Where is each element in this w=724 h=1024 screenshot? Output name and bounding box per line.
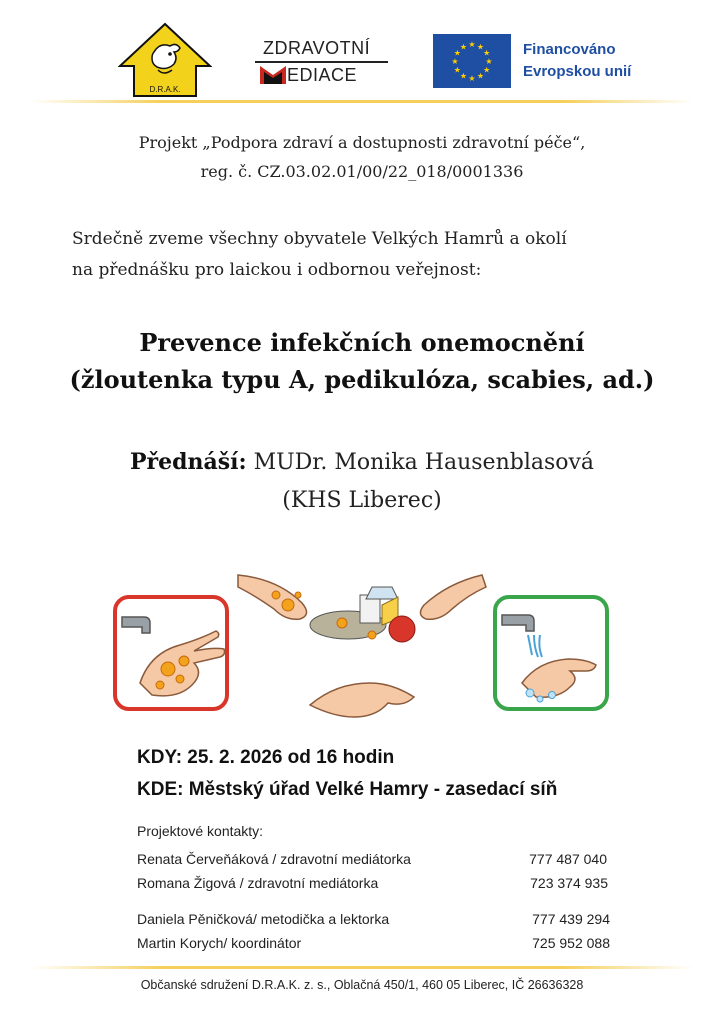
drak-logo-text: D.R.A.K. <box>149 85 181 94</box>
contact-name: Daniela Pěničková/ metodička a lektorka <box>137 911 390 927</box>
contact-phone: 777 439 294 <box>532 911 610 927</box>
header-divider <box>30 100 694 103</box>
eu-flag-icon <box>433 34 511 88</box>
eu-star-icon: ★ <box>485 57 493 66</box>
zdravotni-mediace-logo <box>255 38 390 88</box>
eu-star-icon: ★ <box>453 65 461 75</box>
eu-funding-line2: Evropskou unií <box>523 63 632 80</box>
eu-funding-text <box>523 39 631 83</box>
zm-logo-bottom-text: EDIACE <box>287 65 358 85</box>
contact-row <box>137 875 617 897</box>
event-details <box>137 742 557 806</box>
footer-text: Občanské sdružení D.R.A.K. z. s., Oblačná 450/1, 460 05 Liberec, IČ 26636328 <box>140 978 584 992</box>
eu-star-icon: ★ <box>453 48 461 58</box>
contact-name: Romana Žigová / zdravotní mediátorka <box>137 875 379 891</box>
contact-row <box>137 935 617 957</box>
project-name: Projekt „Podpora zdraví a dostupnosti zdravotní péče“, <box>138 133 586 152</box>
infected-hand-icon <box>115 597 227 709</box>
contact-name: Martin Korych/ koordinátor <box>137 935 302 951</box>
zm-logo-m-mark <box>260 66 286 84</box>
contact-phone: 777 487 040 <box>529 851 607 867</box>
eu-star-icon: ★ <box>476 42 485 52</box>
washing-hands-icon <box>495 597 607 709</box>
event-where: KDE: Městský úřad Velké Hamry - zasedací síň <box>137 779 558 800</box>
invitation-line1: Srdečně zveme všechny obyvatele Velkých Hamrů a okolí <box>72 229 567 249</box>
drak-logo <box>118 22 212 98</box>
invitation-line2: na přednášku pro laickou i odbornou veřejnost: <box>72 260 482 280</box>
lecture-title-line1: Prevence infekčních onemocnění <box>139 328 585 357</box>
hands-and-food-icon <box>238 575 486 717</box>
contact-row <box>137 911 617 933</box>
eu-star-icon: ★ <box>451 57 459 66</box>
eu-star-icon: ★ <box>459 71 468 81</box>
contact-name: Renata Červeňáková / zdravotní mediátorka <box>137 851 411 867</box>
eu-funding-line1: Financováno <box>523 41 616 58</box>
footer-divider <box>30 966 694 969</box>
lecture-title-line2: (žloutenka typu A, pedikulóza, scabies, ad.) <box>69 365 655 394</box>
event-when: KDY: 25. 2. 2026 od 16 hodin <box>137 747 395 768</box>
hygiene-illustration <box>110 565 620 735</box>
lecture-title <box>0 324 724 398</box>
contact-phone: 725 952 088 <box>532 935 610 951</box>
eu-star-icon: ★ <box>468 74 476 83</box>
eu-star-icon: ★ <box>483 48 491 58</box>
contact-row <box>137 851 617 873</box>
project-info <box>0 128 724 186</box>
lecturer-info <box>0 443 724 520</box>
zm-logo-top-text: ZDRAVOTNÍ <box>263 38 371 58</box>
lecturer-label: Přednáší: <box>129 449 247 475</box>
eu-star-icon: ★ <box>476 71 485 81</box>
contact-phone: 723 374 935 <box>530 875 608 891</box>
zm-logo-divider <box>255 61 388 63</box>
eu-star-icon: ★ <box>468 40 476 49</box>
invitation-text <box>72 224 682 286</box>
eu-star-icon: ★ <box>459 42 468 52</box>
contacts-heading: Projektové kontakty: <box>137 823 264 839</box>
lecturer-organization: (KHS Liberec) <box>282 488 442 513</box>
project-registration: reg. č. CZ.03.02.01/00/22_018/0001336 <box>200 162 524 181</box>
lecturer-name: MUDr. Monika Hausenblasová <box>253 450 595 475</box>
eu-star-icon: ★ <box>483 65 491 75</box>
